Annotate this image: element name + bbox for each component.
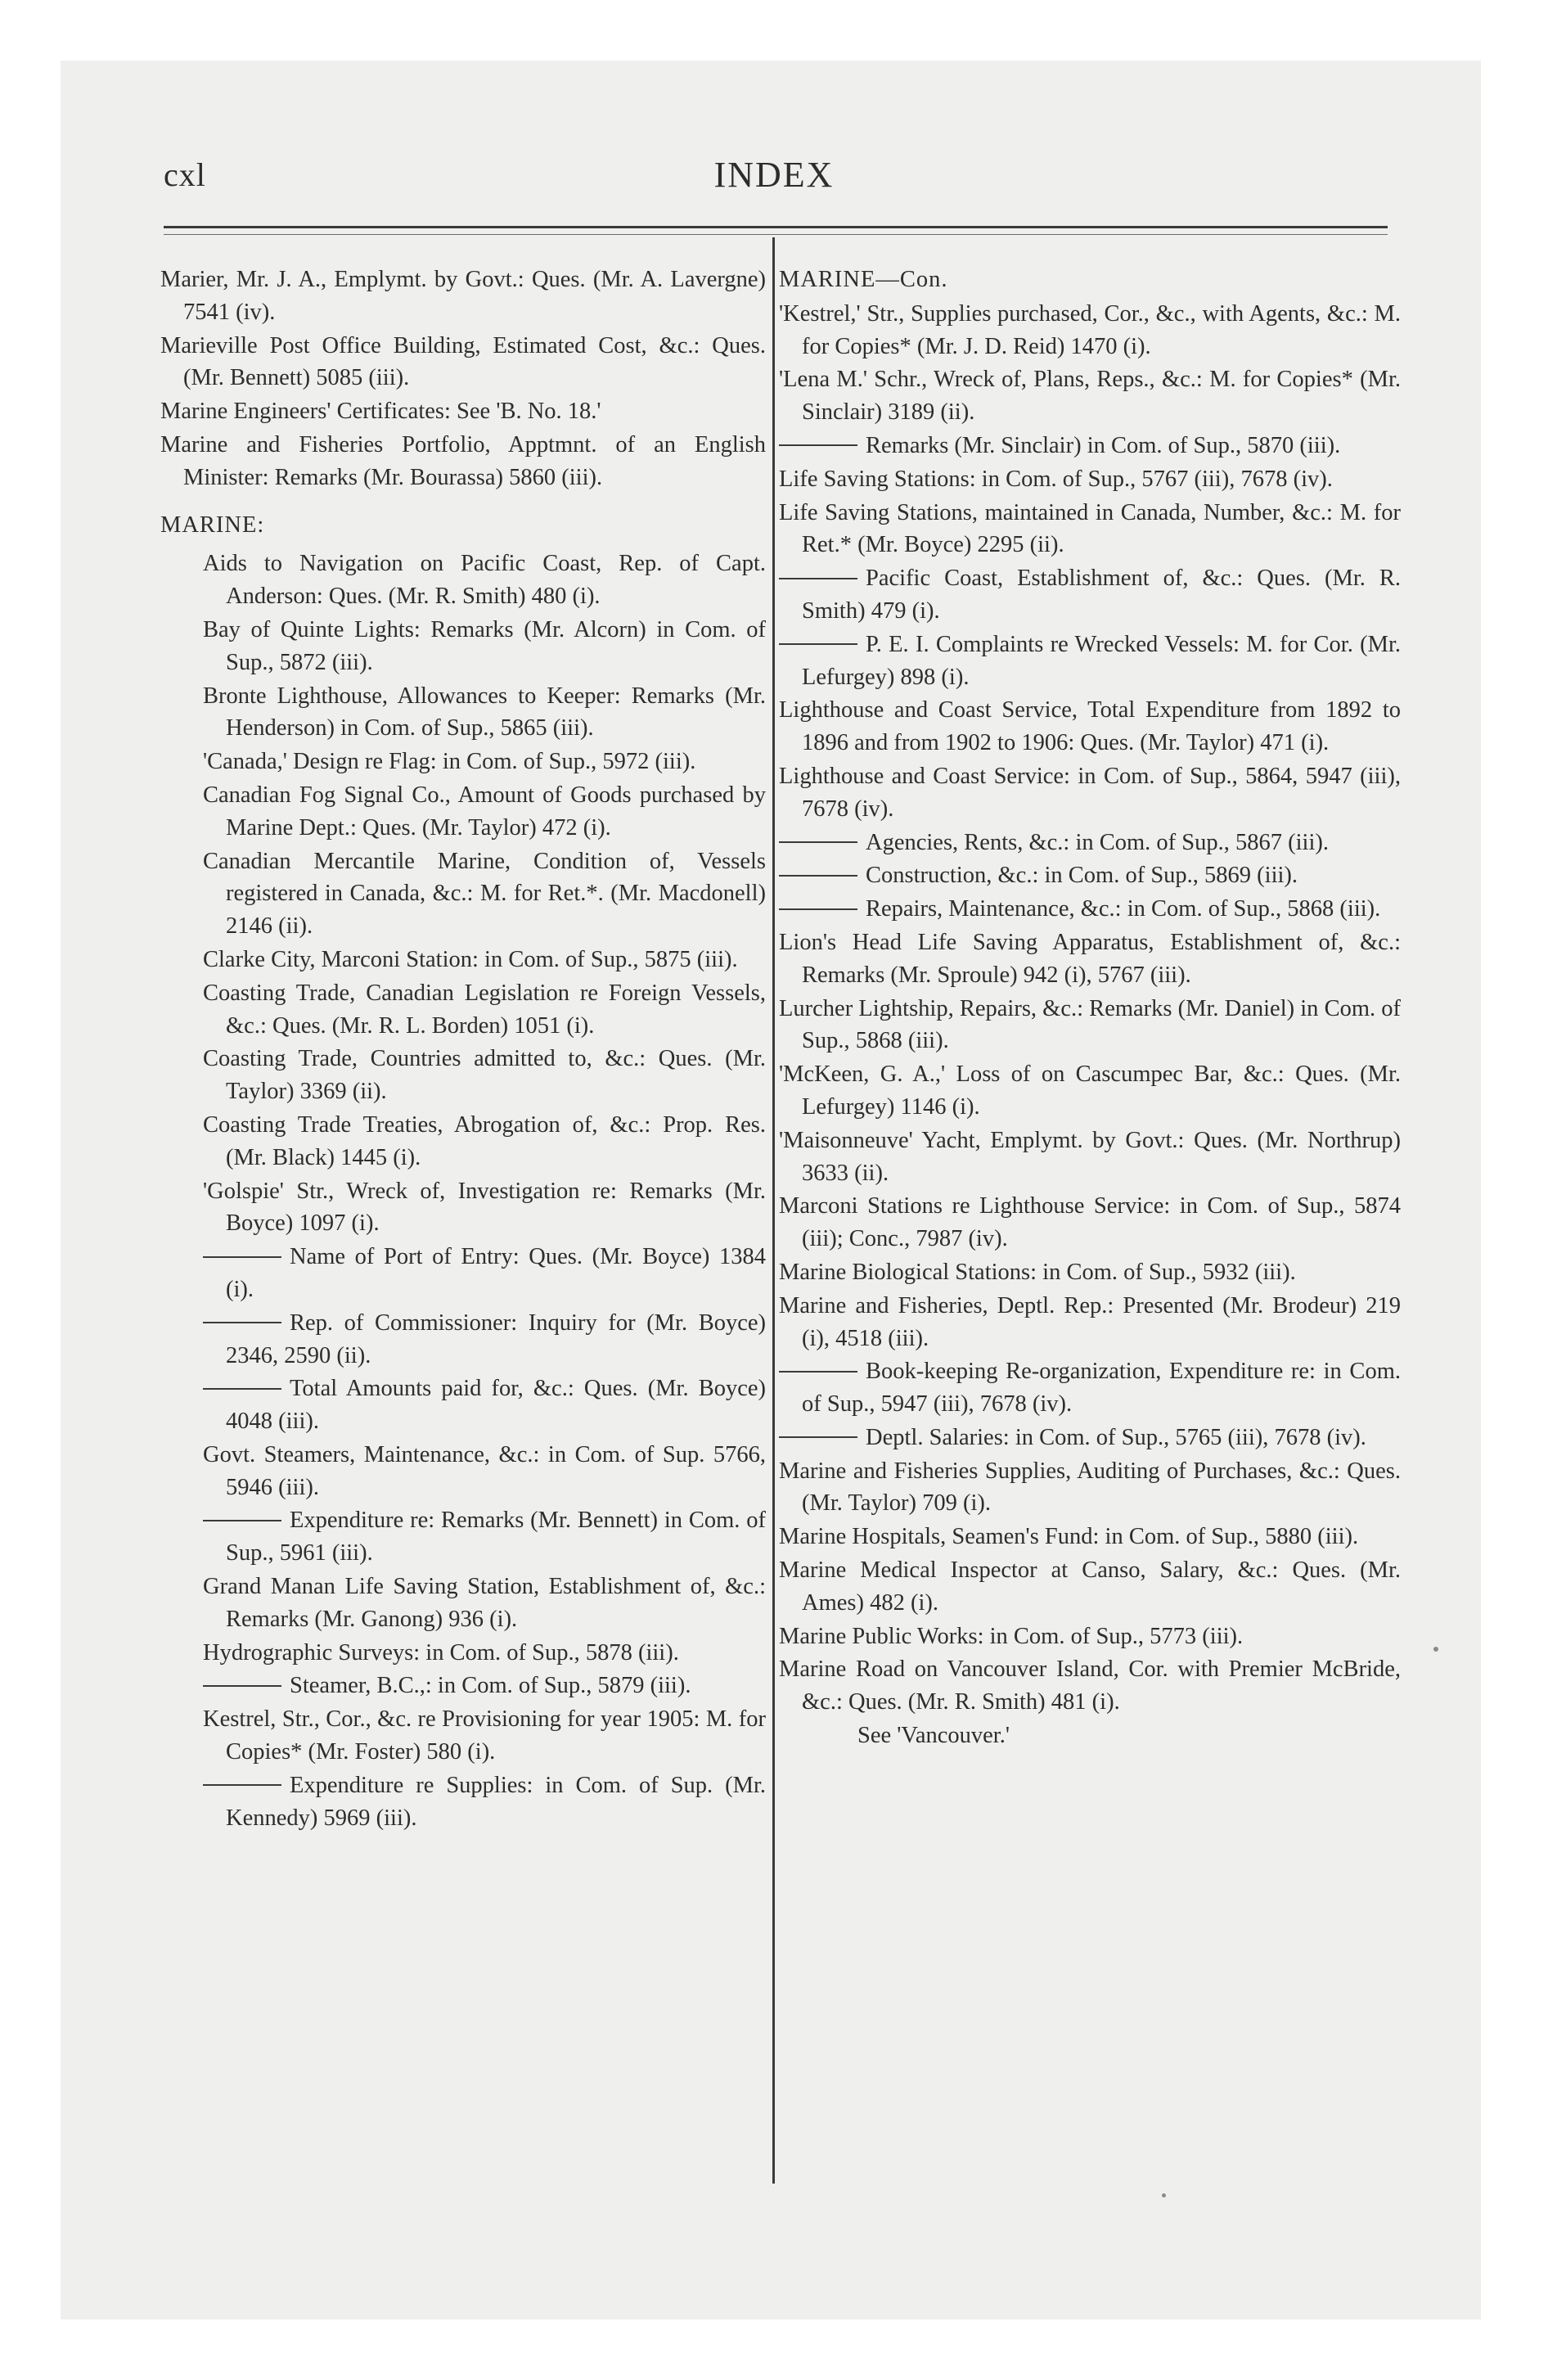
entry-text: Marconi Stations re Lighthouse Service: in Com. of Sup., 5874 (iii); Conc., 7987 (iv). bbox=[779, 1193, 1401, 1252]
entry-text: 'Golspie' Str., Wreck of, Investigation re: Remarks (Mr. Boyce) 1097 (i). bbox=[203, 1178, 766, 1237]
entry-text: Rep. of Commissioner: Inquiry for (Mr. Boyce) 2346, 2590 (ii). bbox=[226, 1309, 766, 1368]
index-entry bbox=[779, 363, 1401, 429]
index-entry bbox=[779, 1190, 1401, 1255]
entry-text: Expenditure re: Remarks (Mr. Bennett) in Com. of Sup., 5961 (iii). bbox=[226, 1508, 766, 1566]
index-entry bbox=[183, 1571, 766, 1636]
index-entry bbox=[183, 614, 766, 679]
index-entry bbox=[183, 680, 766, 746]
running-head: INDEX bbox=[713, 155, 835, 195]
index-entry bbox=[779, 1256, 1401, 1289]
index-entry bbox=[779, 497, 1401, 562]
index-entry bbox=[779, 1521, 1401, 1553]
index-entry bbox=[779, 298, 1401, 363]
see-also-reference: See 'Vancouver.' bbox=[857, 1723, 1010, 1749]
entry-text: Marier, Mr. J. A., Emplymt. by Govt.: Ques. (Mr. A. Lavergne) 7541 (iv). bbox=[160, 267, 766, 325]
index-subentry bbox=[779, 430, 1401, 462]
index-subentry bbox=[779, 827, 1401, 859]
index-subentry bbox=[183, 1307, 766, 1373]
entry-text: Marine Hospitals, Seamen's Fund: in Com. of Sup., 5880 (iii). bbox=[779, 1524, 1359, 1550]
entry-text: Govt. Steamers, Maintenance, &c.: in Com. of Sup. 5766, 5946 (iii). bbox=[203, 1441, 766, 1500]
index-entry bbox=[779, 993, 1401, 1058]
index-entry bbox=[183, 977, 766, 1043]
ditto-dash bbox=[203, 1322, 281, 1323]
index-entry bbox=[779, 463, 1401, 496]
ditto-dash bbox=[779, 841, 857, 843]
entry-text: Canadian Fog Signal Co., Amount of Goods purchased by Marine Dept.: Ques. (Mr. Taylor) 472 (i). bbox=[203, 782, 766, 841]
entry-text: 'Canada,' Design re Flag: in Com. of Sup., 5972 (iii). bbox=[203, 749, 696, 775]
index-entry bbox=[779, 1058, 1401, 1124]
entry-text: Pacific Coast, Establishment of, &c.: Ques. (Mr. R. Smith) 479 (i). bbox=[802, 566, 1401, 624]
index-subentry bbox=[779, 629, 1401, 694]
index-subentry bbox=[779, 893, 1401, 926]
index-subentry bbox=[183, 1373, 766, 1438]
entry-text: Bay of Quinte Lights: Remarks (Mr. Alcorn) in Com. of Sup., 5872 (iii). bbox=[203, 616, 766, 675]
entry-text: Bronte Lighthouse, Allowances to Keeper: Remarks (Mr. Henderson) in Com. of Sup., 5865 (iii). bbox=[203, 683, 766, 741]
index-subentry bbox=[183, 1769, 766, 1835]
index-subentry bbox=[779, 1422, 1401, 1454]
entry-text: P. E. I. Complaints re Wrecked Vessels: M. for Cor. (Mr. Lefurgey) 898 (i). bbox=[802, 631, 1401, 690]
ditto-dash bbox=[203, 1685, 281, 1687]
entry-text: Coasting Trade Treaties, Abrogation of, &c.: Prop. Res. (Mr. Black) 1445 (i). bbox=[203, 1111, 766, 1170]
entry-text: Life Saving Stations: in Com. of Sup., 5767 (iii), 7678 (iv). bbox=[779, 466, 1333, 492]
ditto-dash bbox=[779, 908, 857, 910]
entry-text: Total Amounts paid for, &c.: Ques. (Mr. Boyce) 4048 (iii). bbox=[226, 1376, 766, 1435]
ditto-dash bbox=[203, 1520, 281, 1521]
header-rule-thin bbox=[164, 234, 1388, 235]
index-entry bbox=[160, 264, 766, 329]
index-subentry bbox=[183, 1504, 766, 1570]
entry-text: Deptl. Salaries: in Com. of Sup., 5765 (iii), 7678 (iv). bbox=[866, 1424, 1366, 1450]
entry-text: Lurcher Lightship, Repairs, &c.: Remarks (Mr. Daniel) in Com. of Sup., 5868 (iii). bbox=[779, 995, 1401, 1054]
index-entry bbox=[779, 760, 1401, 826]
entry-text: Hydrographic Surveys: in Com. of Sup., 5878 (iii). bbox=[203, 1639, 679, 1666]
entry-text: Kestrel, Str., Cor., &c. re Provisioning for year 1905: M. for Copies* (Mr. Foster) 580 (i). bbox=[203, 1706, 766, 1765]
index-entry bbox=[779, 694, 1401, 760]
entry-text: 'Lena M.' Schr., Wreck of, Plans, Reps., &c.: M. for Copies* (Mr. Sinclair) 3189 (ii). bbox=[779, 367, 1401, 426]
index-subentry bbox=[779, 859, 1401, 892]
left-pre-entries bbox=[160, 264, 766, 494]
index-subentry bbox=[779, 562, 1401, 628]
ditto-dash bbox=[779, 444, 857, 446]
ditto-dash bbox=[779, 1371, 857, 1373]
entry-text: 'Maisonneuve' Yacht, Emplymt. by Govt.: Ques. (Mr. Northrup) 3633 (ii). bbox=[779, 1127, 1401, 1186]
index-entry bbox=[183, 1109, 766, 1174]
index-entry bbox=[183, 779, 766, 845]
entry-text: Remarks (Mr. Sinclair) in Com. of Sup., 5870 (iii). bbox=[866, 432, 1341, 458]
index-subentry bbox=[183, 1241, 766, 1306]
index-entry bbox=[160, 395, 766, 428]
ditto-dash bbox=[779, 1436, 857, 1438]
scan-speck bbox=[1162, 2193, 1166, 2197]
column-divider bbox=[772, 237, 775, 2184]
entry-text: Marine Biological Stations: in Com. of Sup., 5932 (iii). bbox=[779, 1259, 1296, 1285]
entry-text: Agencies, Rents, &c.: in Com. of Sup., 5867 (iii). bbox=[866, 829, 1329, 855]
entry-text: Marieville Post Office Building, Estimated Cost, &c.: Ques. (Mr. Bennett) 5085 (iii). bbox=[160, 332, 766, 391]
header-rule bbox=[164, 226, 1388, 228]
ditto-dash bbox=[203, 1388, 281, 1390]
entry-text: Coasting Trade, Countries admitted to, &c.: Ques. (Mr. Taylor) 3369 (ii). bbox=[203, 1046, 766, 1105]
index-entry bbox=[183, 845, 766, 943]
entry-text: Marine and Fisheries, Deptl. Rep.: Presented (Mr. Brodeur) 219 (i), 4518 (iii). bbox=[779, 1292, 1401, 1351]
entry-text: Canadian Mercantile Marine, Condition of, Vessels registered in Canada, &c.: M. for Ret.*. (Mr. Macdonell) 2146 (ii). bbox=[203, 848, 766, 940]
entry-text: Clarke City, Marconi Station: in Com. of Sup., 5875 (iii). bbox=[203, 946, 738, 972]
section-heading-marine-continued: MARINE—Con. bbox=[779, 267, 948, 292]
ditto-dash bbox=[203, 1256, 281, 1258]
left-column bbox=[160, 264, 766, 1835]
entry-text: Repairs, Maintenance, &c.: in Com. of Sup., 5868 (iii). bbox=[866, 896, 1381, 922]
index-entry bbox=[779, 1125, 1401, 1190]
index-entry bbox=[183, 1637, 766, 1670]
ditto-dash bbox=[779, 875, 857, 877]
entry-text: Coasting Trade, Canadian Legislation re Foreign Vessels, &c.: Ques. (Mr. R. L. Borden) 1051 (i). bbox=[203, 980, 766, 1039]
entry-text: Aids to Navigation on Pacific Coast, Rep. of Capt. Anderson: Ques. (Mr. R. Smith) 480 (i). bbox=[203, 551, 766, 610]
index-subentry bbox=[779, 1355, 1401, 1421]
index-entry bbox=[779, 1455, 1401, 1521]
index-entry bbox=[160, 330, 766, 395]
index-entry bbox=[160, 429, 766, 494]
entry-text: Name of Port of Entry: Ques. (Mr. Boyce) 1384 (i). bbox=[226, 1244, 766, 1302]
entry-text: Marine Public Works: in Com. of Sup., 5773 (iii). bbox=[779, 1623, 1244, 1649]
entry-text: 'Kestrel,' Str., Supplies purchased, Cor., &c., with Agents, &c.: M. for Copies* (Mr. J. D. Reid) 1470 (i). bbox=[779, 300, 1401, 359]
index-entry bbox=[183, 746, 766, 778]
index-entry bbox=[779, 1554, 1401, 1620]
entry-text: Marine and Fisheries Portfolio, Apptmnt. of an English Minister: Remarks (Mr. Bourassa) 5860 (iii). bbox=[160, 431, 766, 490]
right-column bbox=[779, 264, 1401, 1752]
ditto-dash bbox=[779, 643, 857, 645]
scan-speck bbox=[1433, 1647, 1438, 1652]
index-entry bbox=[779, 926, 1401, 992]
entry-text: Lion's Head Life Saving Apparatus, Establishment of, &c.: Remarks (Mr. Sproule) 942 (i), 5767 (iii). bbox=[779, 929, 1401, 988]
index-entry bbox=[779, 1620, 1401, 1653]
index-entry bbox=[183, 944, 766, 976]
entry-text: Book-keeping Re-organization, Expenditure re: in Com. of Sup., 5947 (iii), 7678 (iv). bbox=[802, 1359, 1401, 1418]
left-marine-entries bbox=[160, 548, 766, 1834]
entry-text: Construction, &c.: in Com. of Sup., 5869 (iii). bbox=[866, 863, 1298, 889]
entry-text: Life Saving Stations, maintained in Canada, Number, &c.: M. for Ret.* (Mr. Boyce) 2295 (ii). bbox=[779, 499, 1401, 558]
index-entry bbox=[183, 1439, 766, 1504]
index-entry bbox=[183, 548, 766, 613]
entry-text: Marine Engineers' Certificates: See 'B. No. 18.' bbox=[160, 399, 601, 425]
entry-text: Expenditure re Supplies: in Com. of Sup. (Mr. Kennedy) 5969 (iii). bbox=[226, 1772, 766, 1831]
index-subentry bbox=[183, 1670, 766, 1702]
index-entry bbox=[779, 1653, 1401, 1719]
entry-text: Marine Road on Vancouver Island, Cor. with Premier McBride, &c.: Ques. (Mr. R. Smith) 481 (i). bbox=[779, 1657, 1401, 1715]
section-heading-marine: MARINE: bbox=[160, 512, 265, 538]
entry-text: Marine and Fisheries Supplies, Auditing of Purchases, &c.: Ques. (Mr. Taylor) 709 (i). bbox=[779, 1458, 1401, 1517]
entry-text: Grand Manan Life Saving Station, Establishment of, &c.: Remarks (Mr. Ganong) 936 (i). bbox=[203, 1574, 766, 1632]
index-entry bbox=[183, 1175, 766, 1241]
ditto-dash bbox=[779, 578, 857, 579]
index-entry bbox=[779, 1290, 1401, 1355]
index-entry bbox=[183, 1703, 766, 1769]
entry-text: 'McKeen, G. A.,' Loss of on Cascumpec Bar, &c.: Ques. (Mr. Lefurgey) 1146 (i). bbox=[779, 1062, 1401, 1120]
ditto-dash bbox=[203, 1784, 281, 1786]
index-entry bbox=[183, 1043, 766, 1108]
entry-text: Marine Medical Inspector at Canso, Salary, &c.: Ques. (Mr. Ames) 482 (i). bbox=[779, 1557, 1401, 1616]
entry-text: Lighthouse and Coast Service, Total Expenditure from 1892 to 1896 and from 1902 to 1906: Ques. (Mr. Taylor) 471 (i). bbox=[779, 697, 1401, 756]
page-number: cxl bbox=[164, 156, 206, 193]
entry-text: Lighthouse and Coast Service: in Com. of Sup., 5864, 5947 (iii), 7678 (iv). bbox=[779, 763, 1401, 822]
entry-text: Steamer, B.C.,: in Com. of Sup., 5879 (iii). bbox=[290, 1673, 691, 1699]
right-marine-entries bbox=[779, 298, 1401, 1719]
